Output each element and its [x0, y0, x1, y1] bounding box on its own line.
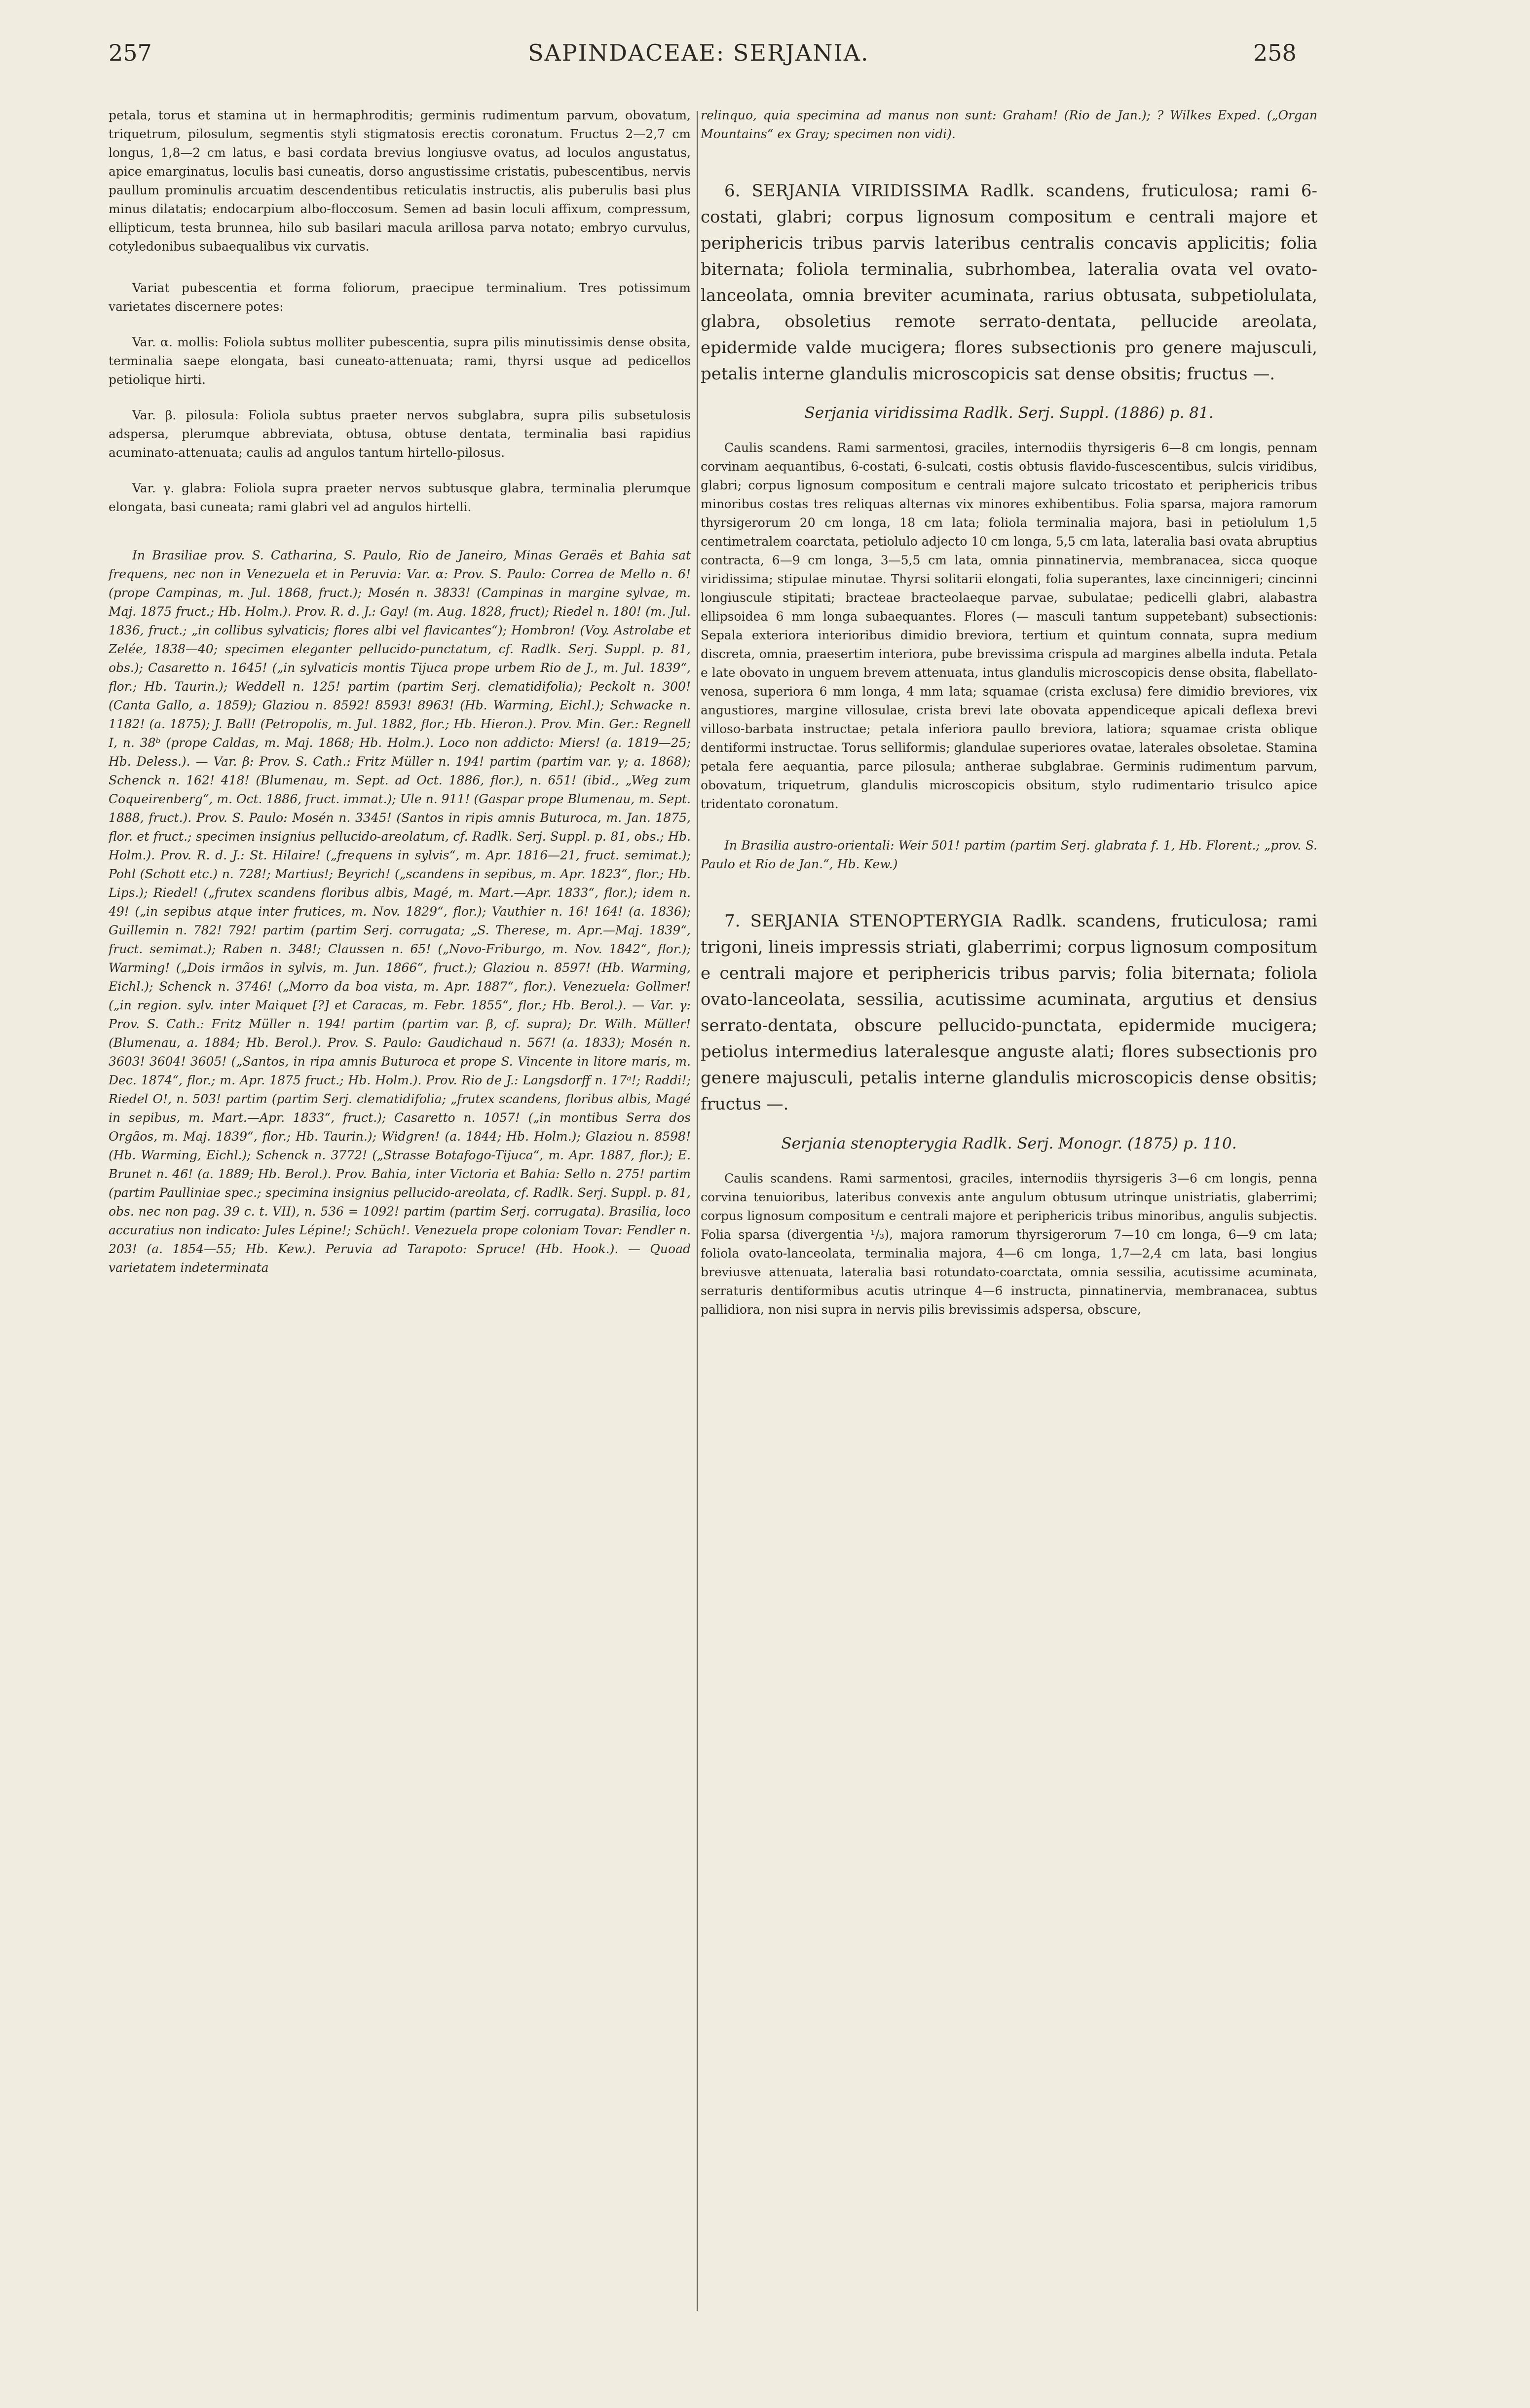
- species-6-localities: In Brasilia austro-orientali: Weir 501! partim (partim Serj. glabrata f. 1, Hb. Florent.; „prov. S. Paulo et Rio de Jan.“, Hb. Kew.): [701, 838, 1317, 872]
- species-7-heading: 7. SERJANIA STENOPTERYGIA Radlk. scandens, fruticulosa; rami trigoni, lineis impressis striati, glaberrimi; corpus lignosum compositum e centrali majore et periphericis tribus parvis; folia biternata; foliola ovato-lanceolata, sessilia, acutissime acuminata, argutius et densius serrato-dentata, obscure pellucido-punctata, epidermide mucigera; petiolus intermedius lateralesque anguste alati; flores subsectionis pro genere majusculi, petalis interne glandulis microscopicis dense obsitis; fructus —.: [701, 911, 1317, 1114]
- running-title: SAPINDACEAE: SERJANIA.: [528, 39, 869, 66]
- species-6-citation: Serjania viridissima Radlk. Serj. Suppl. (1886) p. 81.: [804, 404, 1214, 422]
- species-6-heading: 6. SERJANIA VIRIDISSIMA Radlk. scandens, fruticulosa; rami 6-costati, glabri; corpus lignosum compositum e centrali majore et periphericis tribus parvis lateribus centralis concavis applicitis; folia biternata; foliola terminalia, subrhombea, lateralia ovata vel ovato-lanceolata, omnia breviter acuminata, rarius obtusata, subpetiolulata, glabra, obsoletius remote serrato-dentata, pellucide areolata, epidermide valde mucigera; flores subsectionis pro genere majusculi, petalis interne glandulis microscopicis sat dense obsitis; fructus —.: [701, 181, 1317, 384]
- species-7-description: Caulis scandens. Rami sarmentosi, graciles, internodiis thyrsigeris 3—6 cm longis, penna corvina tenuioribus, lateribus convexis ante angulum obtusum utrinque unistriatis, glaberrimi; corpus lignosum compositum e centrali majore et periphericis tribus minoribus, angulis subjectis. Folia sparsa (divergentia ¹/₃), majora ramorum thyrsigerorum 7—10 cm longa, 6—9 cm lata; foliola ovato-lanceolata, terminalia majora, 4—6 cm longa, 1,7—2,4 cm lata, basi longius breviusve attenuata, lateralia basi rotundato-coarctata, omnia sessilia, acutissime acuminata, serraturis dentiformibus acutis utrinque 4—6 instructa, pinnatinervia, membranacea, subtus pallidiora, non nisi supra in nervis pilis brevissimis adspersa, obscure,: [701, 1171, 1317, 1317]
- species-7-citation: Serjania stenopterygia Radlk. Serj. Monogr. (1875) p. 110.: [781, 1134, 1237, 1152]
- page-number-right: 258: [1253, 39, 1297, 66]
- variety-beta: Var. β. pilosula: Foliola subtus praeter nervos subglabra, supra pilis subsetulosis adspersa, plerumque abbreviata, obtusa, obtuse dentata, terminalia basi rapidius acuminato-attenuata; caulis ad angulos tantum hirtello-pilosus.: [109, 408, 691, 460]
- variety-gamma: Var. γ. glabra: Foliola supra praeter nervos subtusque glabra, terminalia plerumque elongata, basi cuneata; rami glabri vel ad angulos hirtelli.: [109, 481, 691, 514]
- column-divider: [697, 111, 698, 2311]
- left-column: [109, 106, 691, 2316]
- right-column: [701, 106, 1317, 2316]
- page-number-left: 257: [109, 39, 152, 66]
- localities-continuation: relinquo, quia specimina ad manus non sunt: Graham! (Rio de Jan.); ? Wilkes Exped. („Organ Mountains“ ex Gray; specimen non vidi).: [701, 108, 1317, 141]
- page-header: [0, 39, 1530, 79]
- fruit-description: petala, torus et stamina ut in hermaphroditis; germinis rudimentum parvum, obovatum, triquetrum, pilosulum, segmentis styli stigmatosis erectis coronatum. Fructus 2—2,7 cm longus, 1,8—2 cm latus, e basi cordata brevius longiusve ovatus, ad loculos angustatus, apice emarginatus, loculis basi cuneatis, dorso angustissime cristatis, pubescentibus, nervis paullum prominulis arcuatim descendentibus reticulatis instructis, alis puberulis basi plus minus dilatatis; endocarpium albo-floccosum. Semen ad basin loculi affixum, compressum, ellipticum, testa brunnea, hilo sub basilari macula arillosa parva notato; embryo curvulus, cotyledonibus subaequalibus vix curvatis.: [109, 108, 691, 254]
- localities-list: In Brasiliae prov. S. Catharina, S. Paulo, Rio de Janeiro, Minas Geraës et Bahia sat frequens, nec non in Venezuela et in Peruvia: Var. α: Prov. S. Paulo: Correa de Mello n. 6! (prope Campinas, m. Jul. 1868, fruct.); Mosén n. 3833! (Campinas in margine sylvae, m. Maj. 1875 fruct.; Hb. Holm.). Prov. R. d. J.: Gay! (m. Aug. 1828, fruct); Riedel n. 180! (m. Jul. 1836, fruct.; „in collibus sylvaticis; flores albi vel flavicantes“); Hombron! (Voy. Astrolabe et Zelée, 1838—40; specimen eleganter pellucido-punctatum, cf. Radlk. Serj. Suppl. p. 81, obs.); Casaretto n. 1645! („in sylvaticis montis Tijuca prope urbem Rio de J., m. Jul. 1839“, flor.; Hb. Taurin.); Weddell n. 125! partim (partim Serj. clematidifolia); Peckolt n. 300! (Canta Gallo, a. 1859); Glaziou n. 8592! 8593! 8963! (Hb. Warming, Eichl.); Schwacke n. 1182! (a. 1875); J. Ball! (Petropolis, m. Jul. 1882, flor.; Hb. Hieron.). Prov. Min. Ger.: Regnell I, n. 38ᵇ (prope Caldas, m. Maj. 1868; Hb. Holm.). Loco non addicto: Miers! (a. 1819—25; Hb. Deless.). — Var. β: Prov. S. Cath.: Fritz Müller n. 194! partim (partim var. γ; a. 1868); Schenck n. 162! 418! (Blumenau, m. Sept. ad Oct. 1886, flor.), n. 651! (ibid., „Weg zum Coqueirenberg“, m. Oct. 1886, fruct. immat.); Ule n. 911! (Gaspar prope Blumenau, m. Sept. 1888, fruct.). Prov. S. Paulo: Mosén n. 3345! (Santos in ripis amnis Buturoca, m. Jan. 1875, flor. et fruct.; specimen insignius pellucido-areolatum, cf. Radlk. Serj. Suppl. p. 81, obs.; Hb. Holm.). Prov. R. d. J.: St. Hilaire! („frequens in sylvis“, m. Apr. 1816—21, fruct. semimat.); Pohl (Schott etc.) n. 728!; Martius!; Beyrich! („scandens in sepibus, m. Apr. 1823“, flor.; Hb. Lips.); Riedel! („frutex scandens floribus albis, Magé, m. Mart.—Apr. 1833“, flor.); idem n. 49! („in sepibus atque inter frutices, m. Nov. 1829“, flor.); Vauthier n. 16! 164! (a. 1836); Guillemin n. 782! 792! partim (partim Serj. corrugata; „S. Therese, m. Apr.—Maj. 1839“, fruct. semimat.); Raben n. 348!; Claussen n. 65! („Novo-Friburgo, m. Nov. 1842“, flor.); Warming! („Dois irmãos in sylvis, m. Jun. 1866“, fruct.); Glaziou n. 8597! (Hb. Warming, Eichl.); Schenck n. 3746! („Morro da boa vista, m. Apr. 1887“, flor.). Venezuela: Gollmer! („in region. sylv. inter Maiquet [?] et Caracas, m. Febr. 1855“, flor.; Hb. Berol.). — Var. γ: Prov. S. Cath.: Fritz Müller n. 194! partim (partim var. β, cf. supra); Dr. Wilh. Müller! (Blumenau, a. 1884; Hb. Berol.). Prov. S. Paulo: Gaudichaud n. 567! (a. 1833); Mosén n. 3603! 3604! 3605! („Santos, in ripa amnis Buturoca et prope S. Vincente in litore maris, m. Dec. 1874“, flor.; m. Apr. 1875 fruct.; Hb. Holm.). Prov. Rio de J.: Langsdorff n. 17ᵃ!; Raddi!; Riedel O!, n. 503! partim (partim Serj. clematidifolia; „frutex scandens, floribus albis, Magé in sepibus, m. Mart.—Apr. 1833“, fruct.); Casaretto n. 1057! („in montibus Serra dos Orgãos, m. Maj. 1839“, flor.; Hb. Taurin.); Widgren! (a. 1844; Hb. Holm.); Glaziou n. 8598! (Hb. Warming, Eichl.); Schenck n. 3772! („Strasse Botafogo-Tijuca“, m. Apr. 1887, flor.); E. Brunet n. 46! (a. 1889; Hb. Berol.). Prov. Bahia, inter Victoria et Bahia: Sello n. 275! partim (partim Paulliniae spec.; specimina insignius pellucido-areolata, cf. Radlk. Serj. Suppl. p. 81, obs. nec non pag. 39 c. t. VII), n. 536 = 1092! partim (partim Serj. corrugata). Brasilia, loco accuratius non indicato: Jules Lépine!; Schüch!. Venezuela prope coloniam Tovar: Fendler n. 203! (a. 1854—55; Hb. Kew.). Peruvia ad Tarapoto: Spruce! (Hb. Hook.). — Quoad varietatem indeterminata: [109, 548, 691, 1275]
- variety-alpha: Var. α. mollis: Foliola subtus molliter pubescentia, supra pilis minutissimis dense obsita, terminalia saepe elongata, basi cuneato-attenuata; rami, thyrsi usque ad pedicellos petiolique hirti.: [109, 335, 691, 387]
- species-6-description: Caulis scandens. Rami sarmentosi, graciles, internodiis thyrsigeris 6—8 cm longis, pennam corvinam aequantibus, 6-costati, 6-sulcati, costis obtusis flavido-fuscescentibus, sulcis viridibus, glabri; corpus lignosum compositum e centrali majore sulcato tricostato et periphericis tribus minoribus costas tres reliquas alternas vix minores exhibentibus. Folia sparsa, majora ramorum thyrsigerorum 20 cm longa, 18 cm lata; foliola terminalia majora, basi in petiolulum 1,5 centimetralem coarctata, petiolulo adjecto 10 cm longa, 5,5 cm lata, lateralia basi ovata abruptius contracta, 6—9 cm longa, 3—5,5 cm lata, omnia pinnatinervia, membranacea, sicca quoque viridissima; stipulae minutae. Thyrsi solitarii elongati, folia superantes, laxe cincinnigeri; cincinni longiuscule stipitati; bracteae bracteolaeque parvae, subulatae; pedicelli glabri, alabastra ellipsoidea 6 mm longa subaequantes. Flores (— masculi tantum suppetebant) subsectionis: Sepala exteriora interioribus dimidio breviora, tertium et quintum connata, supra medium discreta, omnia, praesertim interiora, pube brevissima crispula ad margines albella induta. Petala e late obovato in unguem brevem attenuata, intus glandulis microscopicis dense obsita, flabellato-venosa, superiora 6 mm longa, 4 mm lata; squamae (crista exclusa) fere dimidio breviores, vix angustiores, margine villosulae, crista brevi late obovata appendiceque apicali deflexa brevi villoso-barbata instructae; petala inferiora paullo breviora, latiora; squamae crista oblique dentiformi instructae. Torus selliformis; glandulae superiores ovatae, laterales obsoletae. Stamina petala fere aequantia, parce pilosula; antherae subglabrae. Germinis rudimentum parvum, obovatum, triquetrum, glandulis microscopicis obsitum, stylo rudimentario trisulco apice tridentato coronatum.: [701, 441, 1317, 812]
- variation-intro: Variat pubescentia et forma foliorum, praecipue terminalium. Tres potissimum varietates discernere potes:: [109, 281, 691, 314]
